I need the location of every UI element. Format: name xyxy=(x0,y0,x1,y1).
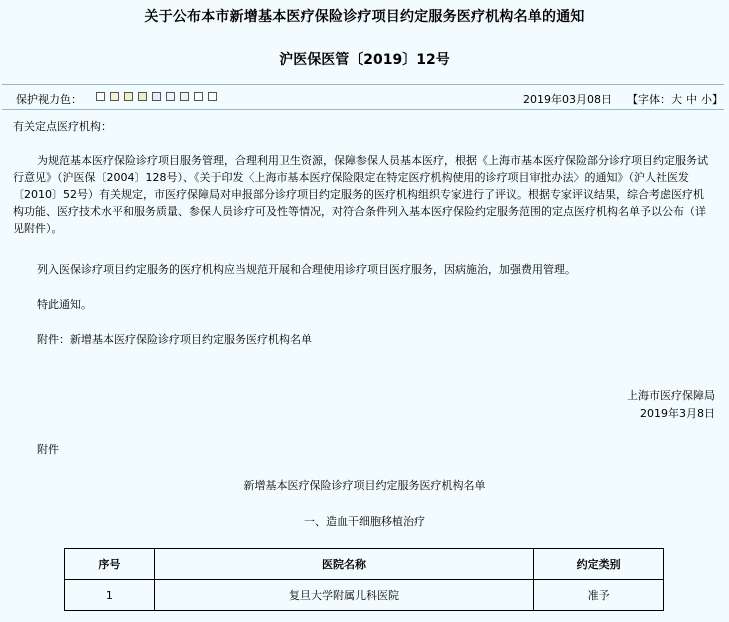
column-header-category: 约定类别 xyxy=(534,549,664,580)
table-header-row xyxy=(65,549,664,580)
color-swatch[interactable] xyxy=(110,92,119,101)
font-medium-button[interactable]: 中 xyxy=(686,93,697,106)
signature-date: 2019年3月8日 xyxy=(640,407,715,420)
color-swatch[interactable] xyxy=(138,92,147,101)
color-swatch[interactable] xyxy=(166,92,175,101)
column-header-number: 序号 xyxy=(65,549,155,580)
section-title: 一、造血干细胞移植治疗 xyxy=(304,515,425,528)
vision-color-swatches xyxy=(96,92,222,101)
color-swatch[interactable] xyxy=(152,92,161,101)
annex-label: 附件 xyxy=(37,443,59,456)
font-size-label: 【字体： xyxy=(627,93,671,106)
cell-category: 准予 xyxy=(534,580,664,611)
institution-table xyxy=(64,548,664,611)
signature-organization: 上海市医疗保障局 xyxy=(627,389,715,402)
font-size-bracket: 】 xyxy=(712,93,723,106)
annex-title: 新增基本医疗保险诊疗项目约定服务医疗机构名单 xyxy=(243,479,486,492)
table-row xyxy=(65,580,664,611)
vision-color-label: 保护视力色： xyxy=(16,93,82,106)
cell-hospital: 复旦大学附属儿科医院 xyxy=(154,580,533,611)
paragraph-requirement: 列入医保诊疗项目约定服务的医疗机构应当规范开展和合理使用诊疗项目医疗服务，因病施治，加强费用管理。 xyxy=(37,263,576,276)
paragraph-closing: 特此通知。 xyxy=(37,298,92,311)
font-size-control xyxy=(627,91,723,107)
publish-date: 2019年03月08日 xyxy=(523,93,612,106)
document-number: 沪医保医管〔2019〕12号 xyxy=(279,52,450,68)
color-swatch[interactable] xyxy=(208,92,217,101)
attachment-reference: 附件：新增基本医疗保险诊疗项目约定服务医疗机构名单 xyxy=(37,333,312,346)
cell-number: 1 xyxy=(65,580,155,611)
color-swatch[interactable] xyxy=(96,92,105,101)
color-swatch[interactable] xyxy=(124,92,133,101)
color-swatch[interactable] xyxy=(194,92,203,101)
paragraph-main: 为规范基本医疗保险诊疗项目服务管理，合理利用卫生资源，保障参保人员基本医疗，根据《上海市基本医疗保险部分诊疗项目约定服务试行意见》（沪医保〔2004〕128号）、《关于印发〈上海市基本医疗保险限定在特定医疗机构使用的诊疗项目审批办法〉的通知》（沪人社医发〔2010〕52号）有关规定，市医疗保障局对申报部分诊疗项目约定服务的医疗机构组织专家进行了评议。根据专家评议结果，综合考虑医疗机构功能、医疗技术水平和服务质量、参保人员诊疗可及性等情况，对符合条件列入基本医疗保险约定服务范围的定点医疗机构名单予以公布（详见附件）。 xyxy=(13,154,708,235)
font-small-button[interactable]: 小 xyxy=(701,93,712,106)
font-large-button[interactable]: 大 xyxy=(671,93,682,106)
reading-toolbar xyxy=(2,84,724,110)
column-header-hospital: 医院名称 xyxy=(154,549,533,580)
salutation: 有关定点医疗机构： xyxy=(13,120,112,133)
page-title: 关于公布本市新增基本医疗保险诊疗项目约定服务医疗机构名单的通知 xyxy=(144,9,585,25)
color-swatch[interactable] xyxy=(180,92,189,101)
